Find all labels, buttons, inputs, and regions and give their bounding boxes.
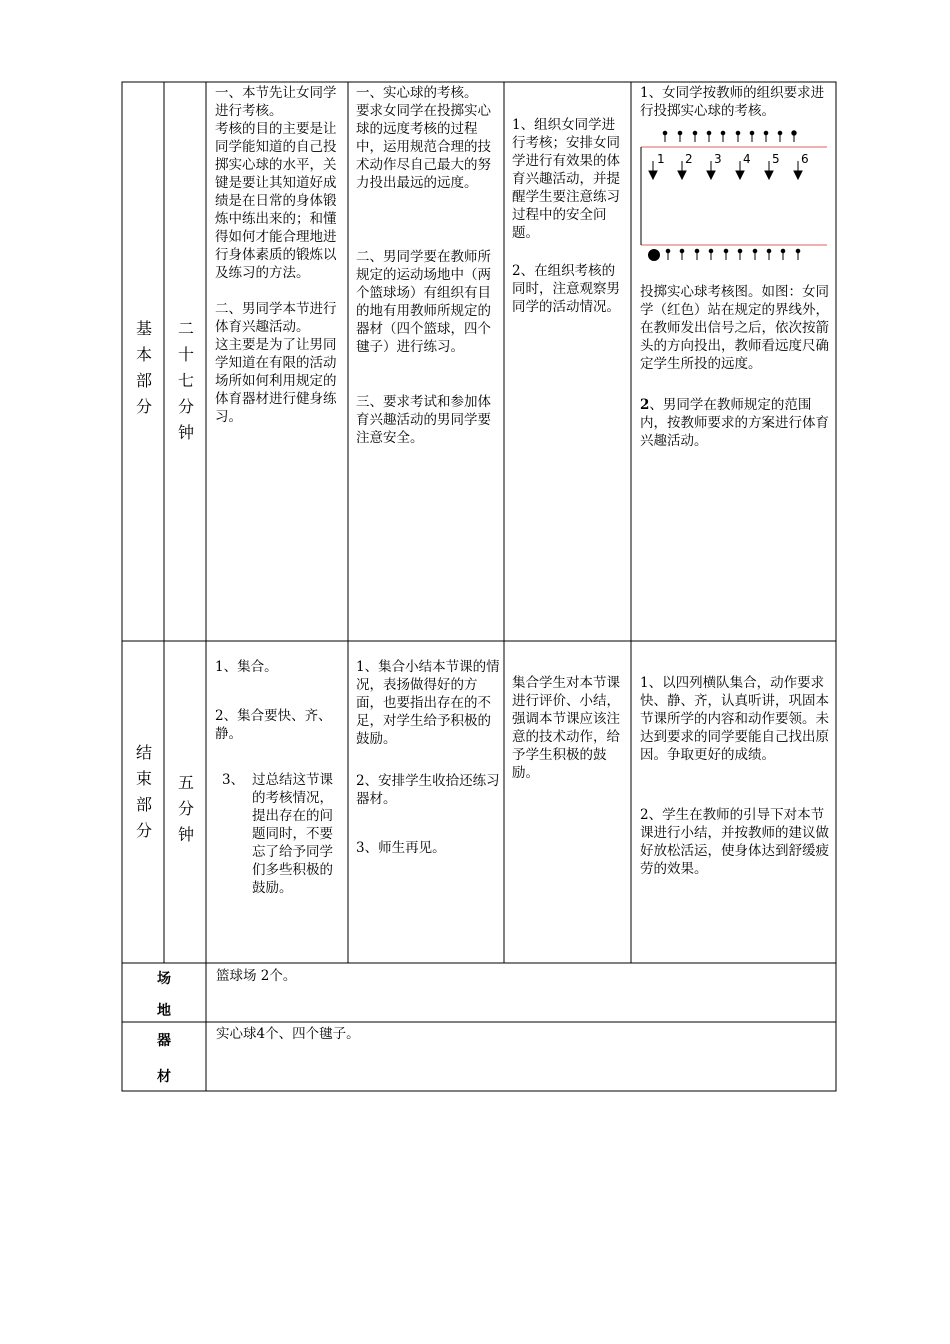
section-time-end: 五分钟	[177, 773, 194, 844]
student-2-number: 2	[640, 397, 650, 413]
basic-teacher-2: 二、男同学要在教师所规定的运动场地中（两个篮球场）有组织有目的地有用教师所规定的器材（四个篮球，四个毽子）进行练习。	[356, 249, 491, 355]
section-label-basic: 基本部分	[135, 319, 152, 416]
basic-org-2: 2、在组织考核的同时，注意观察男同学的活动情况。	[512, 263, 620, 315]
lane-number: 5	[772, 152, 780, 166]
diagram-caption: 投掷实心球考核图。如图：女同学（红色）站在规定的界线外，在教师发出信号之后，依次按箭头的方向投出，教师看远度尺确定学生所投的远度。	[640, 284, 829, 372]
throwing-test-diagram	[638, 125, 830, 267]
end-teacher-1: 1、集合小结本节课的情况，表扬做得好的方面，也要指出存在的不足，对学生给予积极的鼓励。	[356, 659, 500, 747]
end-org-1: 集合学生对本节课进行评价、小结，强调本节课应该注意的技术动作，给予学生积极的鼓励。	[512, 675, 620, 781]
teacher-marker	[648, 249, 660, 261]
basic-teacher-1: 一、实心球的考核。 要求女同学在投掷实心球的远度考核的过程中，运用规范合理的技术动作尽自己最大的努力投出最远的远度。	[356, 85, 491, 191]
venue-label-2: 地	[157, 1003, 171, 1019]
equipment-label-2: 材	[157, 1069, 171, 1085]
end-student-1: 1、以四列横队集合，动作要求快、静、齐，认真听讲，巩固本节课所学的内容和动作要领。未达到要求的同学要能自己找出原因。争取更好的成绩。	[640, 675, 829, 763]
end-teacher-3: 3、师生再见。	[356, 840, 446, 856]
end-content-2: 2、集合要快、齐、 静。	[215, 708, 332, 742]
lane-number: 6	[801, 152, 809, 166]
basic-org-1: 1、组织女同学进行考核；安排女同学进行有效果的体育兴趣活动，并提醒学生要注意练习过程中的安全问题。	[512, 117, 620, 241]
student-2-text: 、男同学在教师规定的范围内，按教师要求的方案进行体育兴趣活动。	[640, 397, 829, 449]
end-teacher-2: 2、安排学生收拾还练习器材。	[356, 773, 500, 807]
basic-student-1: 1、女同学按教师的组织要求进行投掷实心球的考核。	[640, 85, 825, 119]
equipment-label-1: 器	[157, 1033, 171, 1049]
lane-number: 2	[685, 152, 693, 166]
basic-student-2	[640, 396, 830, 450]
lane-number: 4	[743, 152, 751, 166]
basic-teacher-3: 三、要求考试和参加体育兴趣活动的男同学要注意安全。	[356, 394, 491, 446]
venue-value: 篮球场 2个。	[216, 968, 297, 984]
end-content-3: 过总结这节课的考核情况，提出存在的问题同时，不要忘了给予同学们多些积极的鼓励。	[252, 772, 333, 896]
end-student-2: 2、学生在教师的引导下对本节课进行小结，并按教师的建议做好放松活运，使身体达到舒缓疲劳的效果。	[640, 807, 829, 877]
basic-content: 一、本节先让女同学进行考核。 考核的目的主要是让同学能知道的自己投掷实心球的水平，关键是要让其知道好成绩是在日常的身体锻炼中练出来的；和懂得如何才能合理地进行身体素质的锻炼以及练习的方法。 二、男同学本节进行体育兴趣活动。 这主要是为了让男同学知道在有限的活动场所如何利用规定的体育器材进行健身练习。	[215, 85, 337, 425]
section-time-basic: 二十七分钟	[177, 319, 194, 442]
bottom-students	[666, 249, 800, 260]
end-content-3-number: 3、	[222, 772, 245, 788]
section-label-end: 结束部分	[135, 743, 152, 840]
boundary-lines	[641, 147, 827, 245]
lane-number: 1	[657, 152, 665, 166]
lane-number: 3	[714, 152, 722, 166]
end-content-1: 1、集合。	[215, 659, 278, 675]
top-students	[663, 131, 796, 142]
venue-label-1: 场	[157, 971, 171, 987]
equipment-value: 实心球4个、四个毽子。	[216, 1026, 360, 1042]
